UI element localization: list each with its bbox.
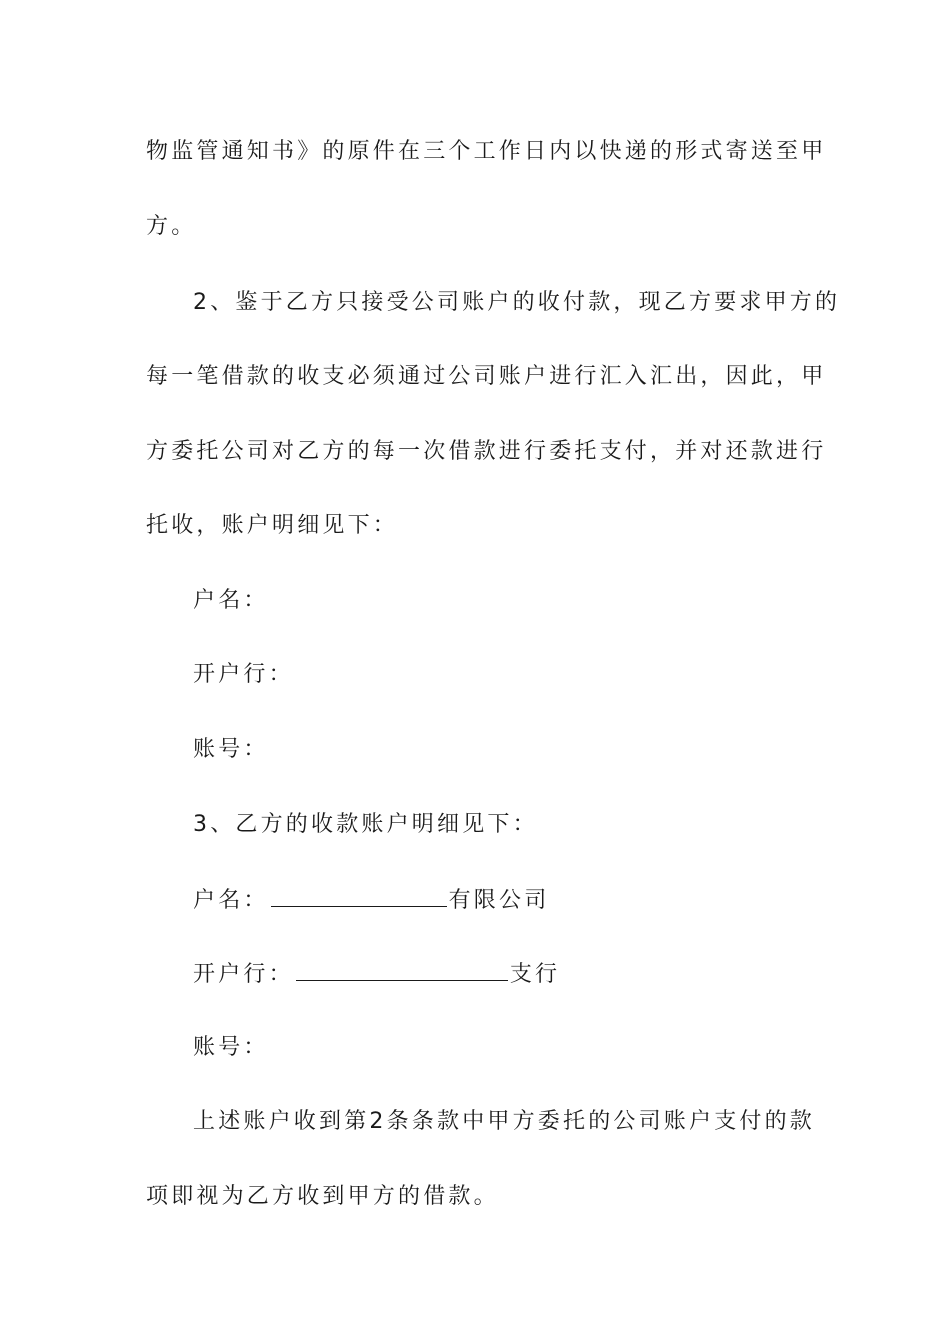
payer-bank-label: 开户行： [193, 662, 294, 687]
receiver-bank-label: 开户行： [193, 962, 294, 987]
receiver-bank-suffix: 支行 [509, 962, 561, 987]
paragraph-line: 方。 [146, 214, 197, 239]
clause-2-line: 2、鉴于乙方只接受公司账户的收付款，现乙方要求甲方的 [193, 290, 841, 315]
receiver-account-name-row [193, 884, 853, 916]
paragraph-line: 项即视为乙方收到甲方的借款。 [146, 1184, 499, 1209]
receiver-account-name-label: 户名： [193, 888, 269, 913]
receiver-bank-row [193, 958, 853, 990]
paragraph-line: 物监管通知书》的原件在三个工作日内以快递的形式寄送至甲 [146, 139, 827, 164]
paragraph-line: 方委托公司对乙方的每一次借款进行委托支付，并对还款进行 [146, 439, 827, 464]
paragraph-line: 托收，账户明细见下： [146, 513, 399, 538]
payer-account-name-label: 户名： [193, 588, 269, 613]
paragraph-line: 每一笔借款的收支必须通过公司账户进行汇入汇出，因此，甲 [146, 364, 827, 389]
receiver-account-number-label: 账号： [193, 1035, 269, 1060]
paragraph-line: 上述账户收到第2条条款中甲方委托的公司账户支付的款 [193, 1109, 815, 1134]
account-name-blank [271, 884, 447, 907]
clause-3-line: 3、乙方的收款账户明细见下： [193, 812, 538, 837]
payer-account-number-label: 账号： [193, 737, 269, 762]
receiver-account-name-suffix: 有限公司 [448, 888, 550, 913]
bank-name-blank [296, 958, 508, 981]
